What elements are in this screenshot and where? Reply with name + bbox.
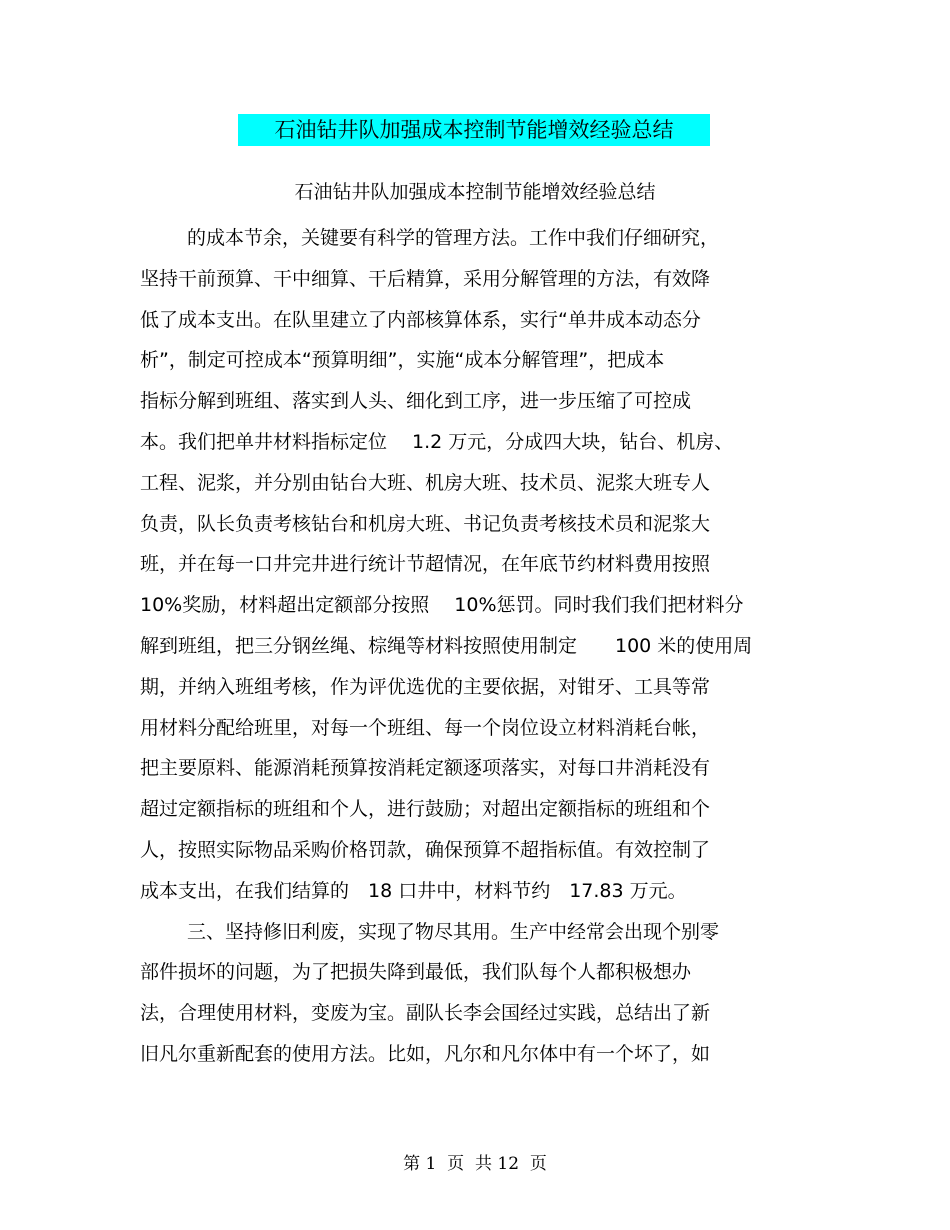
body-line: 析”，制定可控成本“预算明细”，实施“成本分解管理”，把成本 [140, 349, 665, 372]
body-line: 人，按照实际物品采购价格罚款，确保预算不超指标值。有效控制了 [140, 838, 711, 861]
page-footer: 第 1 页 共 12 页 [403, 1154, 547, 1174]
body-line: 把主要原料、能源消耗预算按消耗定额逐项落实，对每口井消耗没有 [140, 757, 711, 780]
body-line: 坚持干前预算、干中细算、干后精算，采用分解管理的方法，有效降 [140, 267, 711, 290]
body-line: 用材料分配给班里，对每一个班组、每一个岗位设立材料消耗台帐， [140, 716, 711, 739]
body-line: 法，合理使用材料，变废为宝。副队长李会国经过实践，总结出了新 [140, 1002, 711, 1025]
body-line: 解到班组，把三分钢丝绳、棕绳等材料按照使用制定 100 米的使用周 [140, 634, 753, 657]
body-line: 的成本节余，关键要有科学的管理方法。工作中我们仔细研究， [187, 227, 720, 249]
body-line: 本。我们把单井材料指标定位 1.2 万元，分成四大块，钻台、机房、 [140, 430, 734, 453]
body-line: 班，并在每一口井完井进行统计节超情况，在年底节约材料费用按照 [140, 553, 711, 576]
document-subtitle: 石油钻井队加强成本控制节能增效经验总结 [294, 181, 656, 203]
body-line: 部件损坏的问题，为了把损失降到最低，我们队每个人都积极想办 [140, 961, 692, 984]
body-line: 期，并纳入班组考核，作为评优选优的主要依据，对钳牙、工具等常 [140, 675, 711, 698]
document-title: 石油钻井队加强成本控制节能增效经验总结 [238, 114, 710, 146]
body-line: 旧凡尔重新配套的使用方法。比如，凡尔和凡尔体中有一个坏了，如 [140, 1042, 711, 1065]
document-body [140, 218, 800, 1075]
body-line: 工程、泥浆，并分别由钻台大班、机房大班、技术员、泥浆大班专人 [140, 471, 711, 494]
body-line: 低了成本支出。在队里建立了内部核算体系，实行“单井成本动态分 [140, 308, 701, 331]
body-line: 10%奖励，材料超出定额部分按照 10%惩罚。同时我们我们把材料分 [140, 594, 744, 617]
body-line: 成本支出，在我们结算的 18 口井中，材料节约 17.83 万元。 [140, 879, 687, 902]
body-line: 负责，队长负责考核钻台和机房大班、书记负责考核技术员和泥浆大 [140, 512, 711, 535]
body-line: 指标分解到班组、落实到人头、细化到工序，进一步压缩了可控成 [140, 390, 692, 413]
body-line: 三、坚持修旧利废，实现了物尽其用。生产中经常会出现个别零 [187, 920, 720, 943]
body-line: 超过定额指标的班组和个人，进行鼓励；对超出定额指标的班组和个 [140, 798, 711, 821]
